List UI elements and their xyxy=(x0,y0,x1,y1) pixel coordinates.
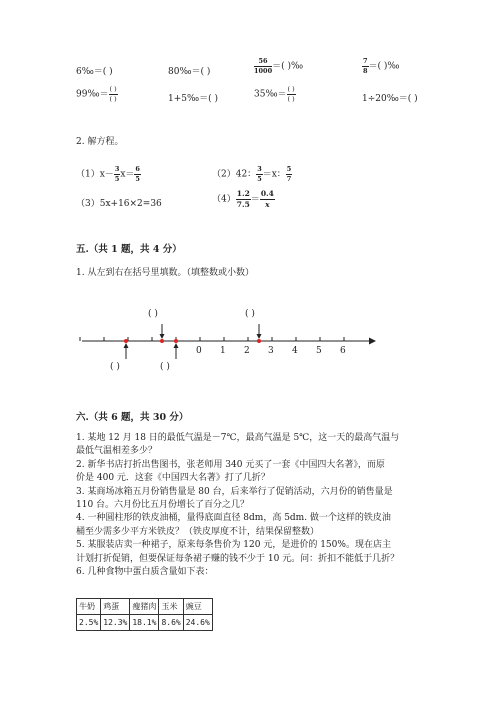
q2-title: 2. 解方程。 xyxy=(76,137,124,147)
equation-3: （3）5x+16×2=36 xyxy=(76,199,162,209)
table-header-cell: 鸡蛋 xyxy=(101,599,130,615)
point-marker-3 xyxy=(174,339,178,343)
fraction: $\frac{( )}{( )}$ xyxy=(109,85,117,103)
q-99-permille: 99‰＝ $\frac{( )}{( )}$ xyxy=(76,85,117,103)
fraction: $\frac{3}{5}$ xyxy=(114,165,120,183)
fraction: $\frac{1.2}{7.5}$ xyxy=(236,189,250,209)
table-header-cell: 玉米 xyxy=(159,599,183,615)
tick-label-6: 6 xyxy=(340,346,346,356)
protein-table xyxy=(76,598,213,631)
number-line-arrowhead xyxy=(369,338,376,345)
q-1-plus-5-permille: 1+5‰＝( ) xyxy=(168,94,218,104)
table-cell: 18.1% xyxy=(130,615,159,631)
tick-label-2: 2 xyxy=(244,346,250,356)
table-header-cell: 瘦猪肉 xyxy=(130,599,159,615)
question-line: 110 台。六月份比五月份增长了百分之几？ xyxy=(76,500,250,511)
equation-4: （4） $\frac{1.2}{7.5}$ ＝ $\frac{0.4}{x}$ xyxy=(212,189,274,209)
q-35-permille: 35‰＝ $\frac{( )}{( )}$ xyxy=(254,85,295,103)
question-line: 价是 400 元．这套《中国四大名著》打了几折？ xyxy=(76,473,270,484)
question-line: 4. 一种圆柱形的铁皮油桶，量得底面直径 8dm，高 5dm. 做一个这样的铁皮油 xyxy=(76,513,391,524)
top-blank-2: ( ) xyxy=(245,309,255,319)
fraction: $\frac{3}{5}$ xyxy=(257,165,262,183)
table-cell: 8.6% xyxy=(159,615,183,631)
top-arrow-1-head xyxy=(160,334,165,339)
q-80-permille: 80‰＝( ) xyxy=(168,67,211,77)
point-marker-2 xyxy=(160,339,164,343)
fraction: $\frac{5}{7}$ xyxy=(286,165,292,183)
q-56-over-1000: $\frac{56}{1000}$ ＝( )‰ xyxy=(254,57,304,75)
question-line: 计划打折促销，但要保证每条裙子赚的钱不少于 10 元。问：折扣不能低于几折？ xyxy=(76,553,400,564)
table-cell: 12.3% xyxy=(101,615,130,631)
bottom-arrow-2-head xyxy=(174,343,179,348)
q-6-permille: 6‰＝( ) xyxy=(76,67,113,77)
section-6-questions xyxy=(76,432,399,579)
bottom-arrow-1-head xyxy=(124,343,129,348)
point-marker-1 xyxy=(124,339,128,343)
question-line: 5. 某服装店卖一种裙子，原来每条售价为 120 元，是进价的 150%。现在店主 xyxy=(76,540,391,551)
table-cell: 2.5% xyxy=(77,615,101,631)
table-header-cell: 豌豆 xyxy=(183,599,212,615)
question-line: 最低气温相差多少？ xyxy=(76,446,158,457)
question-line: 1. 某地 12 月 18 日的最低气温是－7℃，最高气温是 5℃，这一天的最高气温与 xyxy=(76,433,400,443)
top-arrow-2-head xyxy=(257,334,262,339)
bottom-blank-2: ( ) xyxy=(160,362,170,372)
fraction: $\frac{56}{1000}$ xyxy=(254,57,273,75)
number-line-ticks xyxy=(80,337,344,341)
tick-label-0: 0 xyxy=(196,346,202,356)
question-line: 桶至少需多少平方米铁皮？（铁皮厚度不计，结果保留整数） xyxy=(76,526,320,537)
table-row xyxy=(77,615,213,631)
question-line: 3. 某商场冰箱五月份销售量是 80 台，后来举行了促销活动，六月份的销售量是 xyxy=(76,486,393,497)
section-6-title: 六.（共 6 题，共 30 分） xyxy=(76,412,189,423)
fraction: $\frac{6}{5}$ xyxy=(135,165,140,183)
table-header-cell: 牛奶 xyxy=(77,599,101,615)
fraction: $\frac{( )}{( )}$ xyxy=(287,85,295,103)
tick-label-3: 3 xyxy=(268,346,274,356)
top-blank-1: ( ) xyxy=(148,309,158,319)
section-5-question-1: 1. 从左到右在括号里填数。（填整数或小数） xyxy=(76,268,254,278)
table-cell: 24.6% xyxy=(183,615,212,631)
tick-label-1: 1 xyxy=(220,346,226,356)
bottom-blank-1: ( ) xyxy=(110,362,120,372)
fraction: $\frac{0.4}{x}$ xyxy=(260,189,274,209)
question-line: 2. 新华书店打折出售图书，张老师用 340 元买了一套《中国四大名著》，而原 xyxy=(76,459,385,470)
tick-label-5: 5 xyxy=(316,346,322,356)
equation-1: （1）x－ $\frac{3}{5}$ x＝ $\frac{6}{5}$ xyxy=(76,165,140,183)
point-marker-4 xyxy=(257,339,261,343)
fraction: $\frac{7}{8}$ xyxy=(363,57,368,75)
q-7-over-8: $\frac{7}{8}$ ＝( )‰ xyxy=(363,57,400,75)
equation-2: （2）42： $\frac{3}{5}$ ＝x： $\frac{5}{7}$ xyxy=(212,165,292,183)
table-header-row xyxy=(77,599,213,615)
question-line: 6. 几种食物中蛋白质含量如下表： xyxy=(76,567,214,578)
section-5-title: 五.（共 1 题，共 4 分） xyxy=(76,244,182,255)
tick-label-4: 4 xyxy=(292,346,298,356)
q-1-div-20-permille: 1÷20‰＝( ) xyxy=(362,94,418,104)
